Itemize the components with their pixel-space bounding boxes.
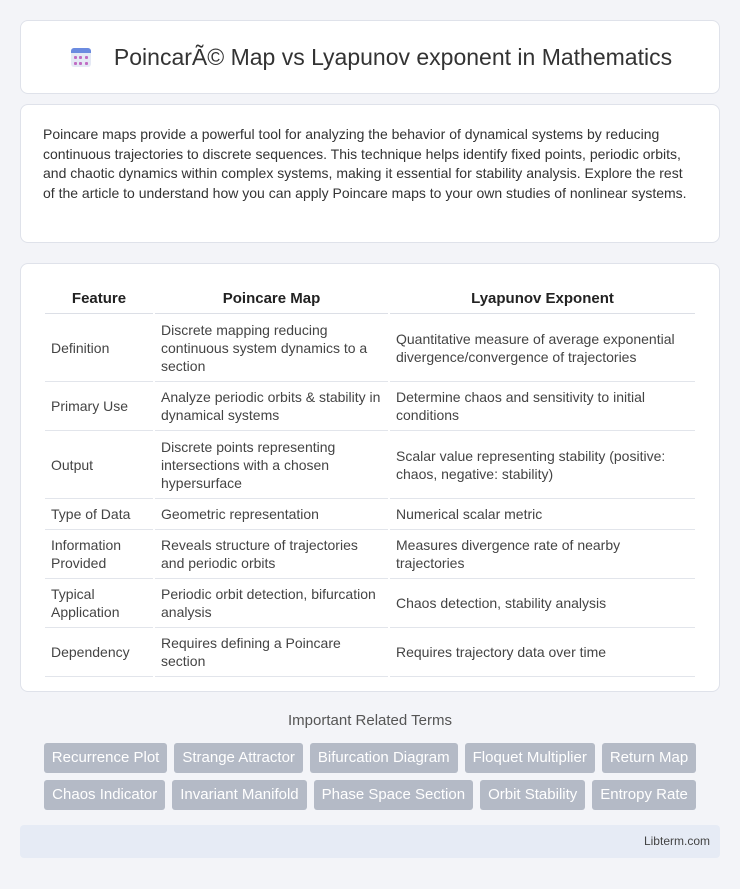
related-term-tag[interactable]: Floquet Multiplier xyxy=(465,743,595,773)
table-cell: Reveals structure of trajectories and periodic orbits xyxy=(155,530,388,579)
table-cell: Scalar value representing stability (positive: chaos, negative: stability) xyxy=(390,431,695,499)
table-header-cell: Poincare Map xyxy=(155,284,388,314)
table-cell: Analyze periodic orbits & stability in dynamical systems xyxy=(155,382,388,431)
related-term-tag[interactable]: Phase Space Section xyxy=(314,780,473,810)
page-title: PoincarÃ© Map vs Lyapunov exponent in Mathematics xyxy=(113,43,673,70)
table-cell: Geometric representation xyxy=(155,499,388,530)
table-cell: Determine chaos and sensitivity to initial conditions xyxy=(390,382,695,431)
table-header-row xyxy=(45,284,695,314)
intro-text: Poincare maps provide a powerful tool for analyzing the behavior of dynamical systems by reducing continuous trajectories to discrete sequences. This technique helps identify fixed points, periodic orbits, and chaotic dynamics within complex systems, making it essential for stability analysis. Explore the rest of the article to understand how you can apply Poincare maps to your own studies of nonlinear systems. xyxy=(43,126,687,201)
related-term-tag[interactable]: Orbit Stability xyxy=(480,780,585,810)
table-cell: Requires defining a Poincare section xyxy=(155,628,388,677)
table-cell: Discrete points representing intersections with a chosen hypersurface xyxy=(155,431,388,499)
table-row xyxy=(45,314,695,382)
intro-card xyxy=(20,104,720,243)
table-cell: Requires trajectory data over time xyxy=(390,628,695,677)
table-cell: Definition xyxy=(45,314,153,382)
related-term-tag[interactable]: Chaos Indicator xyxy=(44,780,165,810)
table-row xyxy=(45,431,695,499)
related-term-tag[interactable]: Invariant Manifold xyxy=(172,780,306,810)
footer-site-link[interactable]: Libterm.com xyxy=(643,834,710,848)
comparison-card xyxy=(20,263,720,692)
related-term-tag[interactable]: Bifurcation Diagram xyxy=(310,743,458,773)
table-cell: Primary Use xyxy=(45,382,153,431)
table-cell: Periodic orbit detection, bifurcation analysis xyxy=(155,579,388,628)
table-cell: Type of Data xyxy=(45,499,153,530)
table-cell: Chaos detection, stability analysis xyxy=(390,579,695,628)
footer xyxy=(20,825,720,858)
table-cell: Output xyxy=(45,431,153,499)
table-cell: Numerical scalar metric xyxy=(390,499,695,530)
table-cell: Information Provided xyxy=(45,530,153,579)
related-term-tag[interactable]: Recurrence Plot xyxy=(44,743,168,773)
related-term-tag[interactable]: Strange Attractor xyxy=(174,743,303,773)
related-term-tag[interactable]: Entropy Rate xyxy=(592,780,696,810)
table-cell: Discrete mapping reducing continuous system dynamics to a section xyxy=(155,314,388,382)
table-row xyxy=(45,579,695,628)
related-terms-tags xyxy=(20,743,720,810)
table-row xyxy=(45,628,695,677)
table-header-cell: Lyapunov Exponent xyxy=(390,284,695,314)
related-terms-title: Important Related Terms xyxy=(288,712,452,729)
table-header-cell: Feature xyxy=(45,284,153,314)
table-cell: Dependency xyxy=(45,628,153,677)
header-card xyxy=(20,20,720,94)
comparison-table xyxy=(43,284,697,677)
table-cell: Typical Application xyxy=(45,579,153,628)
calendar-icon xyxy=(68,44,94,70)
table-row xyxy=(45,530,695,579)
table-row xyxy=(45,499,695,530)
table-cell: Measures divergence rate of nearby trajectories xyxy=(390,530,695,579)
related-term-tag[interactable]: Return Map xyxy=(602,743,696,773)
table-row xyxy=(45,382,695,431)
table-cell: Quantitative measure of average exponential divergence/convergence of trajectories xyxy=(390,314,695,382)
